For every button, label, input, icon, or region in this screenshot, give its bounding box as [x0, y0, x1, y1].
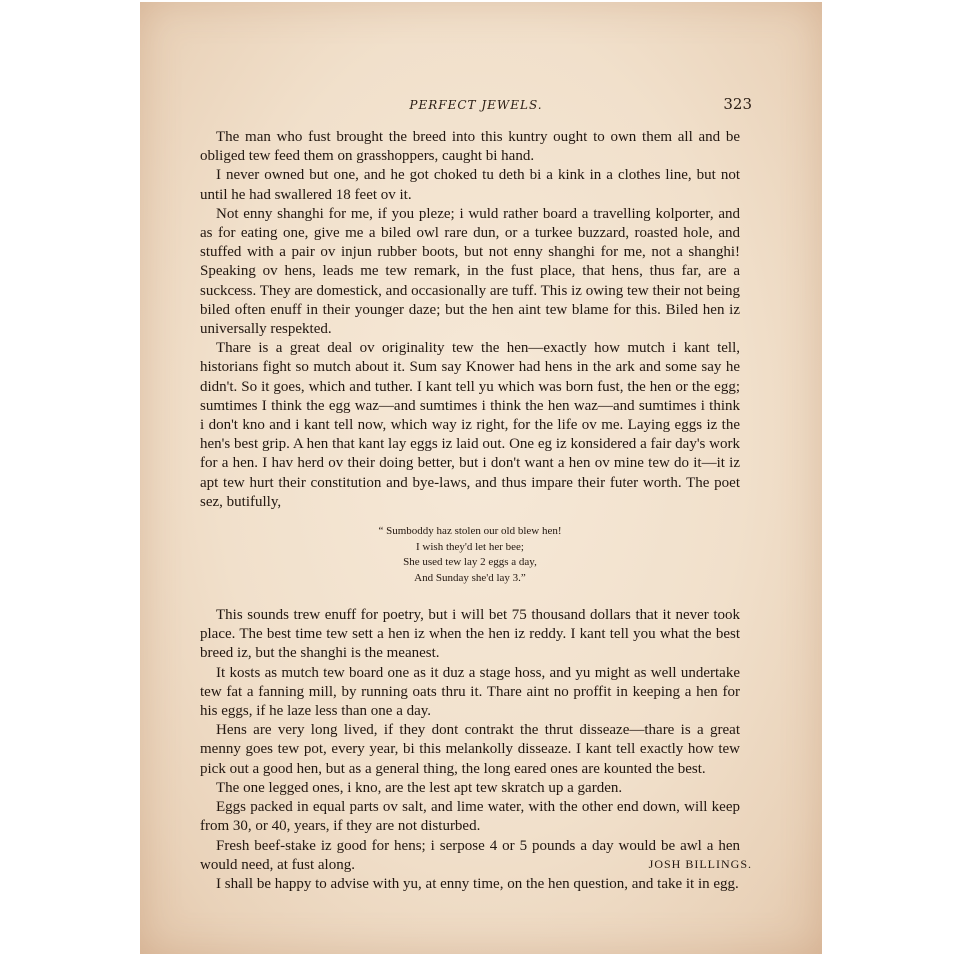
running-header: [200, 95, 752, 118]
book-page: [140, 2, 822, 954]
paragraph: Hens are very long lived, if they dont contrakt the thrut disseaze—thare is a great menny goes tew pot, every year, bi this melankolly disseaze. I kant tell exactly how tew pick out a good hen, but as a general thing, the long eared ones are kounted the best.: [200, 722, 740, 777]
paragraph: The one legged ones, i kno, are the lest apt tew skratch up a garden.: [216, 779, 623, 796]
poem-line: “ Sumboddy haz stolen our old blew hen!: [378, 525, 562, 538]
article-body: [200, 128, 740, 894]
paragraph: I shall be happy to advise with yu, at enny time, on the hen question, and take it in egg.: [216, 875, 739, 892]
paragraph: Eggs packed in equal parts ov salt, and lime water, with the other end down, will keep from 30, or 40, years, if they are not disturbed.: [200, 799, 740, 835]
paragraph: This sounds trew enuff for poetry, but i will bet 75 thousand dollars that it never took place. The best time tew sett a hen iz when the hen iz reddy. I kant tell you what the best breed iz, but the shanghi is the meanest.: [200, 607, 740, 662]
poem-line: And Sunday she'd lay 3.”: [414, 571, 526, 584]
running-title: PERFECT JEWELS.: [409, 98, 543, 112]
author-signature: JOSH BILLINGS.: [648, 857, 752, 871]
paragraph: The man who fust brought the breed into this kuntry ought to own them all and be obliged tew feed them on grasshoppers, caught bi hand.: [200, 129, 740, 165]
page-number: 323: [723, 95, 752, 113]
paragraph: Thare is a great deal ov originality tew the hen—exactly how mutch i kant tell, historians fight so mutch about it. Sum say Knower had hens in the ark and some say he didn't. So it goes, which and tuther. I kant tell yu which was born fust, the hen or the egg; sumtimes I think the egg waz—and sumtimes i think the hen waz—and sumtimes i think i don't kno and i kant tell now, which way iz right, for the life ov me. Laying eggs iz the hen's best grip. A hen that kant lay eggs iz laid out. One eg iz konsidered a fair day's work for a hen. I hav herd ov their doing better, but i don't want a hen ov mine tew do it—it iz apt tew hurt their constitution and bye-laws, and thus impare their futer worth. The poet sez, butifully,: [200, 340, 740, 510]
paragraph: It kosts as mutch tew board one as it duz a stage hoss, and yu might as well undertake tew fat a fanning mill, by running oats thru it. Thare aint no proffit in keeping a hen for his eggs, if he laze less than one a day.: [200, 664, 740, 720]
paragraph: I never owned but one, and he got choked tu deth bi a kink in a clothes line, but not until he had swallered 18 feet ov it.: [200, 167, 740, 203]
poem-line: She used tew lay 2 eggs a day,: [403, 556, 537, 569]
poem-quote: [200, 524, 740, 586]
poem-line: I wish they'd let her bee;: [416, 540, 524, 553]
paragraph: Not enny shanghi for me, if you pleze; i wuld rather board a travelling kolporter, and as for eating one, give me a biled owl rare dun, or a turkee buzzard, roasted hole, and stuffed with a pair ov injun rubber boots, but not enny shanghi for me, not a shanghi! Speaking ov hens, leads me tew remark, in the fust place, that hens, thus far, are a suckcess. They are domestick, and occasionally are tuff. This iz owing tew their not being biled often enuff in their younger daze; but the hen aint tew blame for this. Biled hen iz universally respekted.: [200, 205, 740, 338]
paragraph: Fresh beef-stake iz good for hens; i serpose 4 or 5 pounds a day would be awl a hen would need, at fust along.: [200, 837, 740, 873]
